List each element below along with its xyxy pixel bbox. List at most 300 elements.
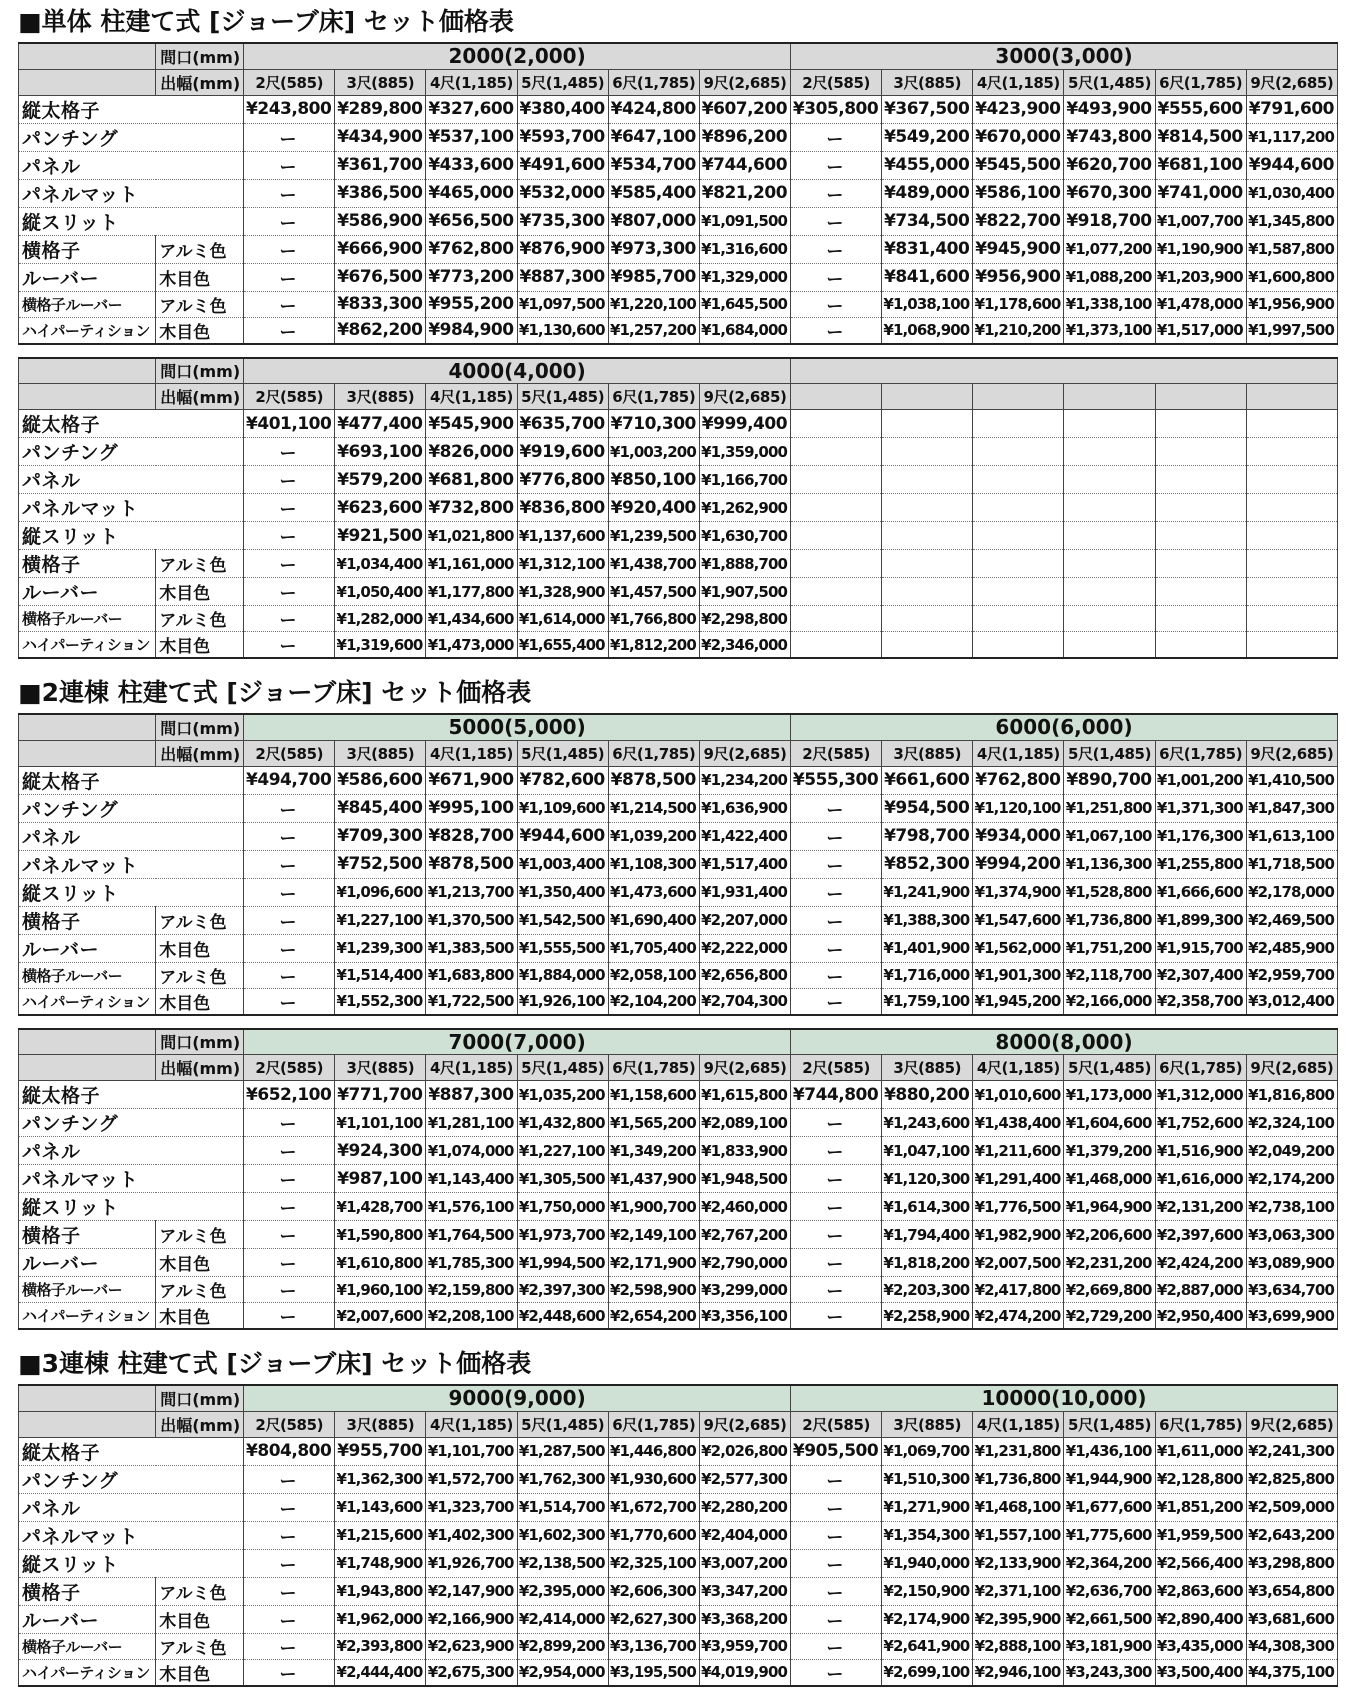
price-cell: ¥1,962,000 <box>335 1605 426 1633</box>
price-cell: ー <box>244 494 335 522</box>
price-cell: ¥1,038,100 <box>882 291 973 317</box>
row-sublabel: アルミ色 <box>156 550 244 578</box>
price-cell: ¥831,400 <box>882 235 973 263</box>
price-cell: ¥905,500 <box>791 1437 882 1465</box>
row-label: ルーバー <box>19 1249 156 1277</box>
depth-size-header: 3尺(885) <box>882 69 973 95</box>
price-cell: ¥1,287,500 <box>517 1437 608 1465</box>
price-cell: ¥670,300 <box>1064 179 1155 207</box>
price-cell: ¥1,047,100 <box>882 1137 973 1165</box>
empty-cell <box>882 466 973 494</box>
price-cell: ¥2,150,900 <box>882 1577 973 1605</box>
price-cell: ¥826,000 <box>426 438 517 466</box>
price-cell: ¥681,100 <box>1155 151 1246 179</box>
price-cell: ¥532,000 <box>517 179 608 207</box>
price-cell: ¥1,610,800 <box>335 1249 426 1277</box>
dehaba-label: 出幅(mm) <box>156 1055 244 1081</box>
price-cell: ¥1,722,500 <box>426 988 517 1015</box>
price-cell: ¥1,900,700 <box>608 1193 699 1221</box>
price-cell: ¥852,300 <box>882 850 973 878</box>
table-row <box>19 578 1338 606</box>
depth-size-header: 2尺(585) <box>791 69 882 95</box>
price-cell: ¥1,542,500 <box>517 906 608 934</box>
price-table <box>18 1384 1338 1687</box>
price-cell: ー <box>791 1277 882 1303</box>
price-cell: ¥1,602,300 <box>517 1521 608 1549</box>
price-cell: ー <box>244 1193 335 1221</box>
price-cell: ¥1,231,800 <box>973 1437 1064 1465</box>
price-cell: ¥776,800 <box>517 466 608 494</box>
price-cell: ¥1,940,000 <box>882 1549 973 1577</box>
price-cell: ¥2,131,200 <box>1155 1193 1246 1221</box>
price-cell: ー <box>791 1193 882 1221</box>
price-cell: ¥465,000 <box>426 179 517 207</box>
price-cell: ¥1,359,000 <box>699 438 790 466</box>
price-cell: ¥1,210,200 <box>973 317 1064 344</box>
price-cell: ー <box>244 850 335 878</box>
price-cell: ー <box>791 934 882 962</box>
price-cell: ¥2,007,500 <box>973 1249 1064 1277</box>
depth-size-header: 9尺(2,685) <box>699 740 790 766</box>
price-cell: ー <box>244 1137 335 1165</box>
price-cell: ¥1,438,700 <box>608 550 699 578</box>
row-label: 縦スリット <box>19 522 244 550</box>
row-label: パネル <box>19 1493 244 1521</box>
price-cell: ¥2,704,300 <box>699 988 790 1015</box>
table-row <box>19 1577 1338 1605</box>
price-cell: ¥2,298,800 <box>699 606 790 632</box>
price-cell: ¥2,888,100 <box>973 1633 1064 1659</box>
price-cell: ¥1,312,000 <box>1155 1081 1246 1109</box>
empty-cell <box>1064 438 1155 466</box>
price-cell: ¥1,616,000 <box>1155 1165 1246 1193</box>
empty-cell <box>882 550 973 578</box>
price-cell: ¥945,900 <box>973 235 1064 263</box>
price-cell: ¥1,410,500 <box>1246 766 1337 794</box>
price-cell: ¥2,128,800 <box>1155 1465 1246 1493</box>
price-cell: ¥944,600 <box>517 822 608 850</box>
depth-size-header: 6尺(1,785) <box>608 1055 699 1081</box>
empty-cell <box>1155 410 1246 438</box>
price-cell: ¥822,700 <box>973 207 1064 235</box>
price-cell: ¥1,291,400 <box>973 1165 1064 1193</box>
price-cell: ー <box>244 1493 335 1521</box>
price-cell: ¥1,370,500 <box>426 906 517 934</box>
price-cell: ¥1,227,100 <box>335 906 426 934</box>
price-cell: ¥1,766,800 <box>608 606 699 632</box>
price-cell: ¥3,136,700 <box>608 1633 699 1659</box>
table-row <box>19 151 1338 179</box>
price-cell: ¥1,003,200 <box>608 438 699 466</box>
price-cell: ¥1,173,000 <box>1064 1081 1155 1109</box>
depth-size-header: 9尺(2,685) <box>1246 1055 1337 1081</box>
price-cell: ¥1,030,400 <box>1246 179 1337 207</box>
price-cell: ¥1,736,800 <box>973 1465 1064 1493</box>
depth-size-header: 4尺(1,185) <box>426 1055 517 1081</box>
price-cell: ¥1,600,800 <box>1246 263 1337 291</box>
price-cell: ¥944,600 <box>1246 151 1337 179</box>
price-cell: ¥434,900 <box>335 123 426 151</box>
depth-size-header: 4尺(1,185) <box>973 69 1064 95</box>
depth-size-header: 3尺(885) <box>335 384 426 410</box>
price-cell: ¥2,397,300 <box>517 1277 608 1303</box>
empty-cell <box>791 438 882 466</box>
table-row <box>19 794 1338 822</box>
price-cell: ¥1,257,200 <box>608 317 699 344</box>
price-cell: ー <box>791 1493 882 1521</box>
row-label: パネル <box>19 822 244 850</box>
price-cell: ¥2,627,300 <box>608 1605 699 1633</box>
price-cell: ー <box>791 1249 882 1277</box>
empty-cell <box>1155 606 1246 632</box>
price-cell: ー <box>244 794 335 822</box>
price-cell: ー <box>791 1465 882 1493</box>
header-corner-2 <box>19 740 156 766</box>
price-cell: ¥2,007,600 <box>335 1303 426 1330</box>
table-row <box>19 1465 1338 1493</box>
empty-cell <box>973 410 1064 438</box>
price-cell: ¥896,200 <box>699 123 790 151</box>
price-cell: ¥2,166,900 <box>426 1605 517 1633</box>
price-cell: ¥1,576,100 <box>426 1193 517 1221</box>
price-cell: ¥3,699,900 <box>1246 1303 1337 1330</box>
table-row <box>19 1605 1338 1633</box>
depth-size-header: 5尺(1,485) <box>517 1055 608 1081</box>
price-cell: ¥2,738,100 <box>1246 1193 1337 1221</box>
price-cell: ¥1,166,700 <box>699 466 790 494</box>
width-group-header: 3000(3,000) <box>791 43 1338 69</box>
depth-size-header: 5尺(1,485) <box>517 1411 608 1437</box>
row-label: パネル <box>19 466 244 494</box>
price-cell: ー <box>244 606 335 632</box>
depth-size-header: 4尺(1,185) <box>426 740 517 766</box>
table-row <box>19 410 1338 438</box>
row-label: パネル <box>19 1137 244 1165</box>
price-cell: ¥773,200 <box>426 263 517 291</box>
price-cell: ¥1,428,700 <box>335 1193 426 1221</box>
price-cell: ー <box>244 632 335 659</box>
price-cell: ¥1,203,900 <box>1155 263 1246 291</box>
price-cell: ー <box>244 1521 335 1549</box>
price-cell: ¥741,000 <box>1155 179 1246 207</box>
price-cell: ¥3,681,600 <box>1246 1605 1337 1633</box>
price-cell: ¥1,161,000 <box>426 550 517 578</box>
row-sublabel: アルミ色 <box>156 1277 244 1303</box>
row-sublabel: 木目色 <box>156 988 244 1015</box>
row-label: ハイパーティション <box>19 317 156 344</box>
header-corner <box>19 43 156 69</box>
empty-cell <box>791 606 882 632</box>
empty-cell <box>791 522 882 550</box>
price-table <box>18 42 1338 345</box>
price-cell: ¥1,039,200 <box>608 822 699 850</box>
table-row <box>19 1549 1338 1577</box>
price-cell: ¥635,700 <box>517 410 608 438</box>
empty-cell <box>791 494 882 522</box>
price-cell: ¥2,171,900 <box>608 1249 699 1277</box>
price-cell: ¥433,600 <box>426 151 517 179</box>
price-cell: ¥2,959,700 <box>1246 962 1337 988</box>
depth-size-header: 6尺(1,785) <box>608 1411 699 1437</box>
price-cell: ¥2,643,200 <box>1246 1521 1337 1549</box>
row-label: ルーバー <box>19 934 156 962</box>
price-cell: ¥1,818,200 <box>882 1249 973 1277</box>
price-cell: ¥798,700 <box>882 822 973 850</box>
price-cell: ¥586,600 <box>335 766 426 794</box>
depth-size-header: 2尺(585) <box>791 1411 882 1437</box>
price-cell: ¥1,468,100 <box>973 1493 1064 1521</box>
price-cell: ー <box>791 906 882 934</box>
price-cell: ¥1,562,000 <box>973 934 1064 962</box>
price-cell: ¥1,973,700 <box>517 1221 608 1249</box>
price-cell: ¥1,338,100 <box>1064 291 1155 317</box>
price-cell: ¥878,500 <box>608 766 699 794</box>
price-cell: ¥1,096,600 <box>335 878 426 906</box>
row-sublabel: アルミ色 <box>156 1577 244 1605</box>
price-cell: ¥1,478,000 <box>1155 291 1246 317</box>
table-row <box>19 550 1338 578</box>
empty-cell <box>1246 550 1337 578</box>
price-cell: ¥534,700 <box>608 151 699 179</box>
table-row <box>19 822 1338 850</box>
price-cell: ¥2,049,200 <box>1246 1137 1337 1165</box>
price-cell: ¥2,790,000 <box>699 1249 790 1277</box>
price-cell: ¥1,948,500 <box>699 1165 790 1193</box>
price-cell: ¥2,424,200 <box>1155 1249 1246 1277</box>
price-cell: ¥585,400 <box>608 179 699 207</box>
price-cell: ¥652,100 <box>244 1081 335 1109</box>
price-cell: ー <box>244 934 335 962</box>
price-cell: ¥1,705,400 <box>608 934 699 962</box>
row-label: パネルマット <box>19 850 244 878</box>
price-cell: ¥1,907,500 <box>699 578 790 606</box>
row-sublabel: アルミ色 <box>156 906 244 934</box>
price-cell: ¥1,762,300 <box>517 1465 608 1493</box>
price-cell: ¥828,700 <box>426 822 517 850</box>
price-cell: ¥987,100 <box>335 1165 426 1193</box>
price-cell: ¥1,097,500 <box>517 291 608 317</box>
price-cell: ¥2,058,100 <box>608 962 699 988</box>
price-cell: ¥623,600 <box>335 494 426 522</box>
price-cell: ¥920,400 <box>608 494 699 522</box>
price-cell: ¥919,600 <box>517 438 608 466</box>
row-sublabel: アルミ色 <box>156 291 244 317</box>
price-cell: ¥1,069,700 <box>882 1437 973 1465</box>
price-cell: ¥2,863,600 <box>1155 1577 1246 1605</box>
price-cell: ¥1,178,600 <box>973 291 1064 317</box>
table-row <box>19 906 1338 934</box>
price-cell: ¥3,089,900 <box>1246 1249 1337 1277</box>
price-cell: ¥1,239,300 <box>335 934 426 962</box>
price-cell: ー <box>791 1549 882 1577</box>
price-cell: ー <box>244 123 335 151</box>
empty-cell <box>973 522 1064 550</box>
table-row <box>19 1277 1338 1303</box>
price-cell: ¥1,007,700 <box>1155 207 1246 235</box>
price-cell: ¥1,101,700 <box>426 1437 517 1465</box>
price-cell: ¥2,444,400 <box>335 1659 426 1686</box>
price-cell: ¥1,614,000 <box>517 606 608 632</box>
price-cell: ¥1,371,300 <box>1155 794 1246 822</box>
price-cell: ー <box>791 1577 882 1605</box>
price-cell: ¥1,915,700 <box>1155 934 1246 962</box>
depth-size-header: 2尺(585) <box>244 1055 335 1081</box>
price-cell: ¥1,088,200 <box>1064 263 1155 291</box>
row-label: 横格子ルーバー <box>19 1277 156 1303</box>
price-cell: ¥3,299,000 <box>699 1277 790 1303</box>
price-cell: ¥1,748,900 <box>335 1549 426 1577</box>
price-cell: ¥2,598,900 <box>608 1277 699 1303</box>
depth-size-header: 3尺(885) <box>335 740 426 766</box>
price-cell: ¥1,926,700 <box>426 1549 517 1577</box>
price-cell: ¥1,931,400 <box>699 878 790 906</box>
price-cell: ¥1,214,500 <box>608 794 699 822</box>
header-corner-2 <box>19 384 156 410</box>
table-row <box>19 1193 1338 1221</box>
width-group-header: 5000(5,000) <box>244 714 791 740</box>
price-cell: ¥1,373,100 <box>1064 317 1155 344</box>
price-cell: ¥4,308,300 <box>1246 1633 1337 1659</box>
price-cell: ¥2,946,100 <box>973 1659 1064 1686</box>
price-cell: ¥744,600 <box>699 151 790 179</box>
price-cell: ¥491,600 <box>517 151 608 179</box>
price-cell: ¥423,900 <box>973 95 1064 123</box>
price-cell: ー <box>791 317 882 344</box>
price-cell: ¥1,158,600 <box>608 1081 699 1109</box>
row-label: パンチング <box>19 794 244 822</box>
price-cell: ¥1,271,900 <box>882 1493 973 1521</box>
row-label: 横格子ルーバー <box>19 606 156 632</box>
price-cell: ¥2,395,000 <box>517 1577 608 1605</box>
price-cell: ¥1,021,800 <box>426 522 517 550</box>
empty-cell <box>791 550 882 578</box>
price-cell: ¥670,000 <box>973 123 1064 151</box>
depth-size-header: 2尺(585) <box>244 384 335 410</box>
depth-size-header: 2尺(585) <box>791 740 882 766</box>
width-group-header: 7000(7,000) <box>244 1029 791 1055</box>
price-cell: ¥2,307,400 <box>1155 962 1246 988</box>
row-sublabel: 木目色 <box>156 1659 244 1686</box>
price-cell: ー <box>791 179 882 207</box>
price-cell: ¥579,200 <box>335 466 426 494</box>
empty-cell <box>1246 466 1337 494</box>
row-label: パンチング <box>19 1109 244 1137</box>
price-cell: ¥2,222,000 <box>699 934 790 962</box>
header-row-width <box>19 358 1338 384</box>
price-table <box>18 1028 1338 1331</box>
price-cell: ¥2,767,200 <box>699 1221 790 1249</box>
empty-cell <box>1246 606 1337 632</box>
depth-size-header: 4尺(1,185) <box>973 740 1064 766</box>
price-cell: ¥2,104,200 <box>608 988 699 1015</box>
price-cell: ¥921,500 <box>335 522 426 550</box>
depth-size-header <box>791 384 882 410</box>
price-cell: ¥918,700 <box>1064 207 1155 235</box>
empty-cell <box>973 466 1064 494</box>
depth-size-header: 3尺(885) <box>882 1411 973 1437</box>
price-cell: ¥833,300 <box>335 291 426 317</box>
price-cell: ¥2,661,500 <box>1064 1605 1155 1633</box>
price-cell: ー <box>244 1633 335 1659</box>
price-cell: ¥1,328,900 <box>517 578 608 606</box>
price-cell: ¥2,669,800 <box>1064 1277 1155 1303</box>
depth-size-header: 6尺(1,785) <box>1155 1411 1246 1437</box>
price-cell: ¥289,800 <box>335 95 426 123</box>
price-cell: ¥477,400 <box>335 410 426 438</box>
row-sublabel: 木目色 <box>156 934 244 962</box>
depth-size-header: 5尺(1,485) <box>1064 1055 1155 1081</box>
header-corner <box>19 358 156 384</box>
header-row-width <box>19 1385 1338 1411</box>
price-cell: ¥2,147,900 <box>426 1577 517 1605</box>
row-label: 横格子 <box>19 550 156 578</box>
row-label: 横格子 <box>19 1577 156 1605</box>
price-cell: ¥1,003,400 <box>517 850 608 878</box>
table-row <box>19 1437 1338 1465</box>
section-title: ■2連棟 柱建て式 [ジョーブ床] セット価格表 <box>18 678 532 707</box>
price-cell: ¥1,010,600 <box>973 1081 1064 1109</box>
price-cell: ¥1,816,800 <box>1246 1081 1337 1109</box>
price-cell: ¥3,654,800 <box>1246 1577 1337 1605</box>
price-cell: ¥1,436,100 <box>1064 1437 1155 1465</box>
price-cell: ¥2,566,400 <box>1155 1549 1246 1577</box>
price-cell: ¥850,100 <box>608 466 699 494</box>
price-cell: ¥243,800 <box>244 95 335 123</box>
depth-size-header: 4尺(1,185) <box>426 1411 517 1437</box>
row-label: 横格子 <box>19 1221 156 1249</box>
price-cell: ¥1,001,200 <box>1155 766 1246 794</box>
depth-size-header: 9尺(2,685) <box>699 69 790 95</box>
row-label: 縦スリット <box>19 1193 244 1221</box>
depth-size-header: 3尺(885) <box>882 740 973 766</box>
section-title: ■単体 柱建て式 [ジョーブ床] セット価格表 <box>18 7 514 36</box>
price-cell: ¥1,120,300 <box>882 1165 973 1193</box>
empty-cell <box>791 632 882 659</box>
header-row-depth <box>19 740 1338 766</box>
price-cell: ¥1,672,700 <box>608 1493 699 1521</box>
price-cell: ¥752,500 <box>335 850 426 878</box>
price-cell: ¥656,500 <box>426 207 517 235</box>
price-table <box>18 357 1338 660</box>
price-cell: ¥676,500 <box>335 263 426 291</box>
price-cell: ¥814,500 <box>1155 123 1246 151</box>
price-cell: ー <box>791 962 882 988</box>
row-label: ルーバー <box>19 1605 156 1633</box>
depth-size-header: 9尺(2,685) <box>1246 740 1337 766</box>
price-cell: ¥1,239,500 <box>608 522 699 550</box>
price-cell: ¥1,281,100 <box>426 1109 517 1137</box>
price-cell: ¥1,077,200 <box>1064 235 1155 263</box>
price-cell: ¥1,943,800 <box>335 1577 426 1605</box>
price-cell: ¥2,729,200 <box>1064 1303 1155 1330</box>
maguchi-label: 間口(mm) <box>156 43 244 69</box>
row-sublabel: 木目色 <box>156 1605 244 1633</box>
header-row-width <box>19 714 1338 740</box>
price-cell: ¥1,888,700 <box>699 550 790 578</box>
row-label: パンチング <box>19 438 244 466</box>
width-group-header: 9000(9,000) <box>244 1385 791 1411</box>
price-cell: ¥1,362,300 <box>335 1465 426 1493</box>
width-group-header <box>791 358 1338 384</box>
price-cell: ¥1,884,000 <box>517 962 608 988</box>
dehaba-label: 出幅(mm) <box>156 69 244 95</box>
empty-cell <box>1246 522 1337 550</box>
price-cell: ¥1,964,900 <box>1064 1193 1155 1221</box>
row-label: 横格子 <box>19 235 156 263</box>
row-sublabel: 木目色 <box>156 1303 244 1330</box>
table-row <box>19 1493 1338 1521</box>
row-label: パンチング <box>19 1465 244 1493</box>
